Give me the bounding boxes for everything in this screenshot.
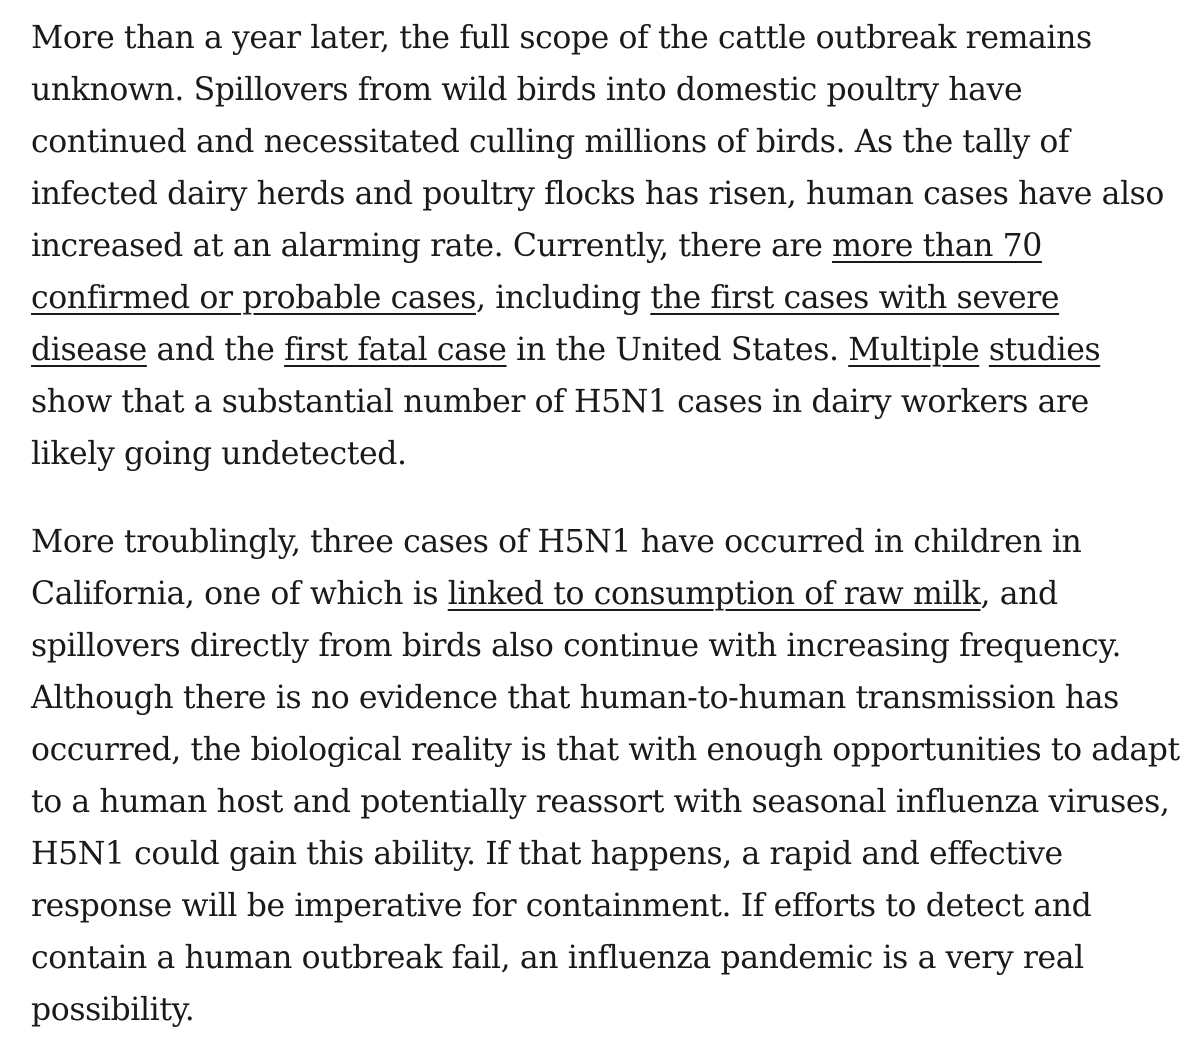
text-segment: show that a substantial number of H5N1 cases in dairy workers are likely going undetected. [31,384,1089,472]
link-first-fatal-case[interactable]: first fatal case [284,332,507,368]
paragraph-2 [31,516,1180,1036]
text-segment: , including [476,280,651,316]
link-first-severe-cases[interactable]: the first cases with severe disease [31,280,1060,368]
text-segment: , and spillovers directly from birds also continue with increasing frequency. Although there is no evidence that human-to-human transmission has occurred, the biological reality is that with enough opportunities to adapt to a human host and potentially reassort with seasonal influenza viruses, H5N1 could gain this ability. If that happens, a rapid and effective response will be imperative for containment. If efforts to detect and contain a human outbreak fail, an influenza pandemic is a very real possibility. [31,576,1180,1028]
link-studies[interactable]: studies [988,332,1101,368]
link-multiple[interactable]: Multiple [848,332,980,368]
text-segment [979,332,989,368]
text-segment: and the [146,332,285,368]
text-segment: More than a year later, the full scope of the cattle outbreak remains unknown. Spillovers from wild birds into domestic poultry have continued and necessitated culling millions of birds. As the tally of infected dairy herds and poultry flocks has risen, human cases have also increased at an alarming rate. Currently, there are [31,20,1164,264]
paragraph-1 [31,12,1180,480]
link-raw-milk[interactable]: linked to consumption of raw milk [447,576,981,612]
text-segment: in the United States. [506,332,849,368]
link-more-than-70-cases[interactable]: more than 70 confirmed or probable cases [31,228,1042,316]
text-segment: More troublingly, three cases of H5N1 have occurred in children in California, one of which is [31,524,1082,612]
